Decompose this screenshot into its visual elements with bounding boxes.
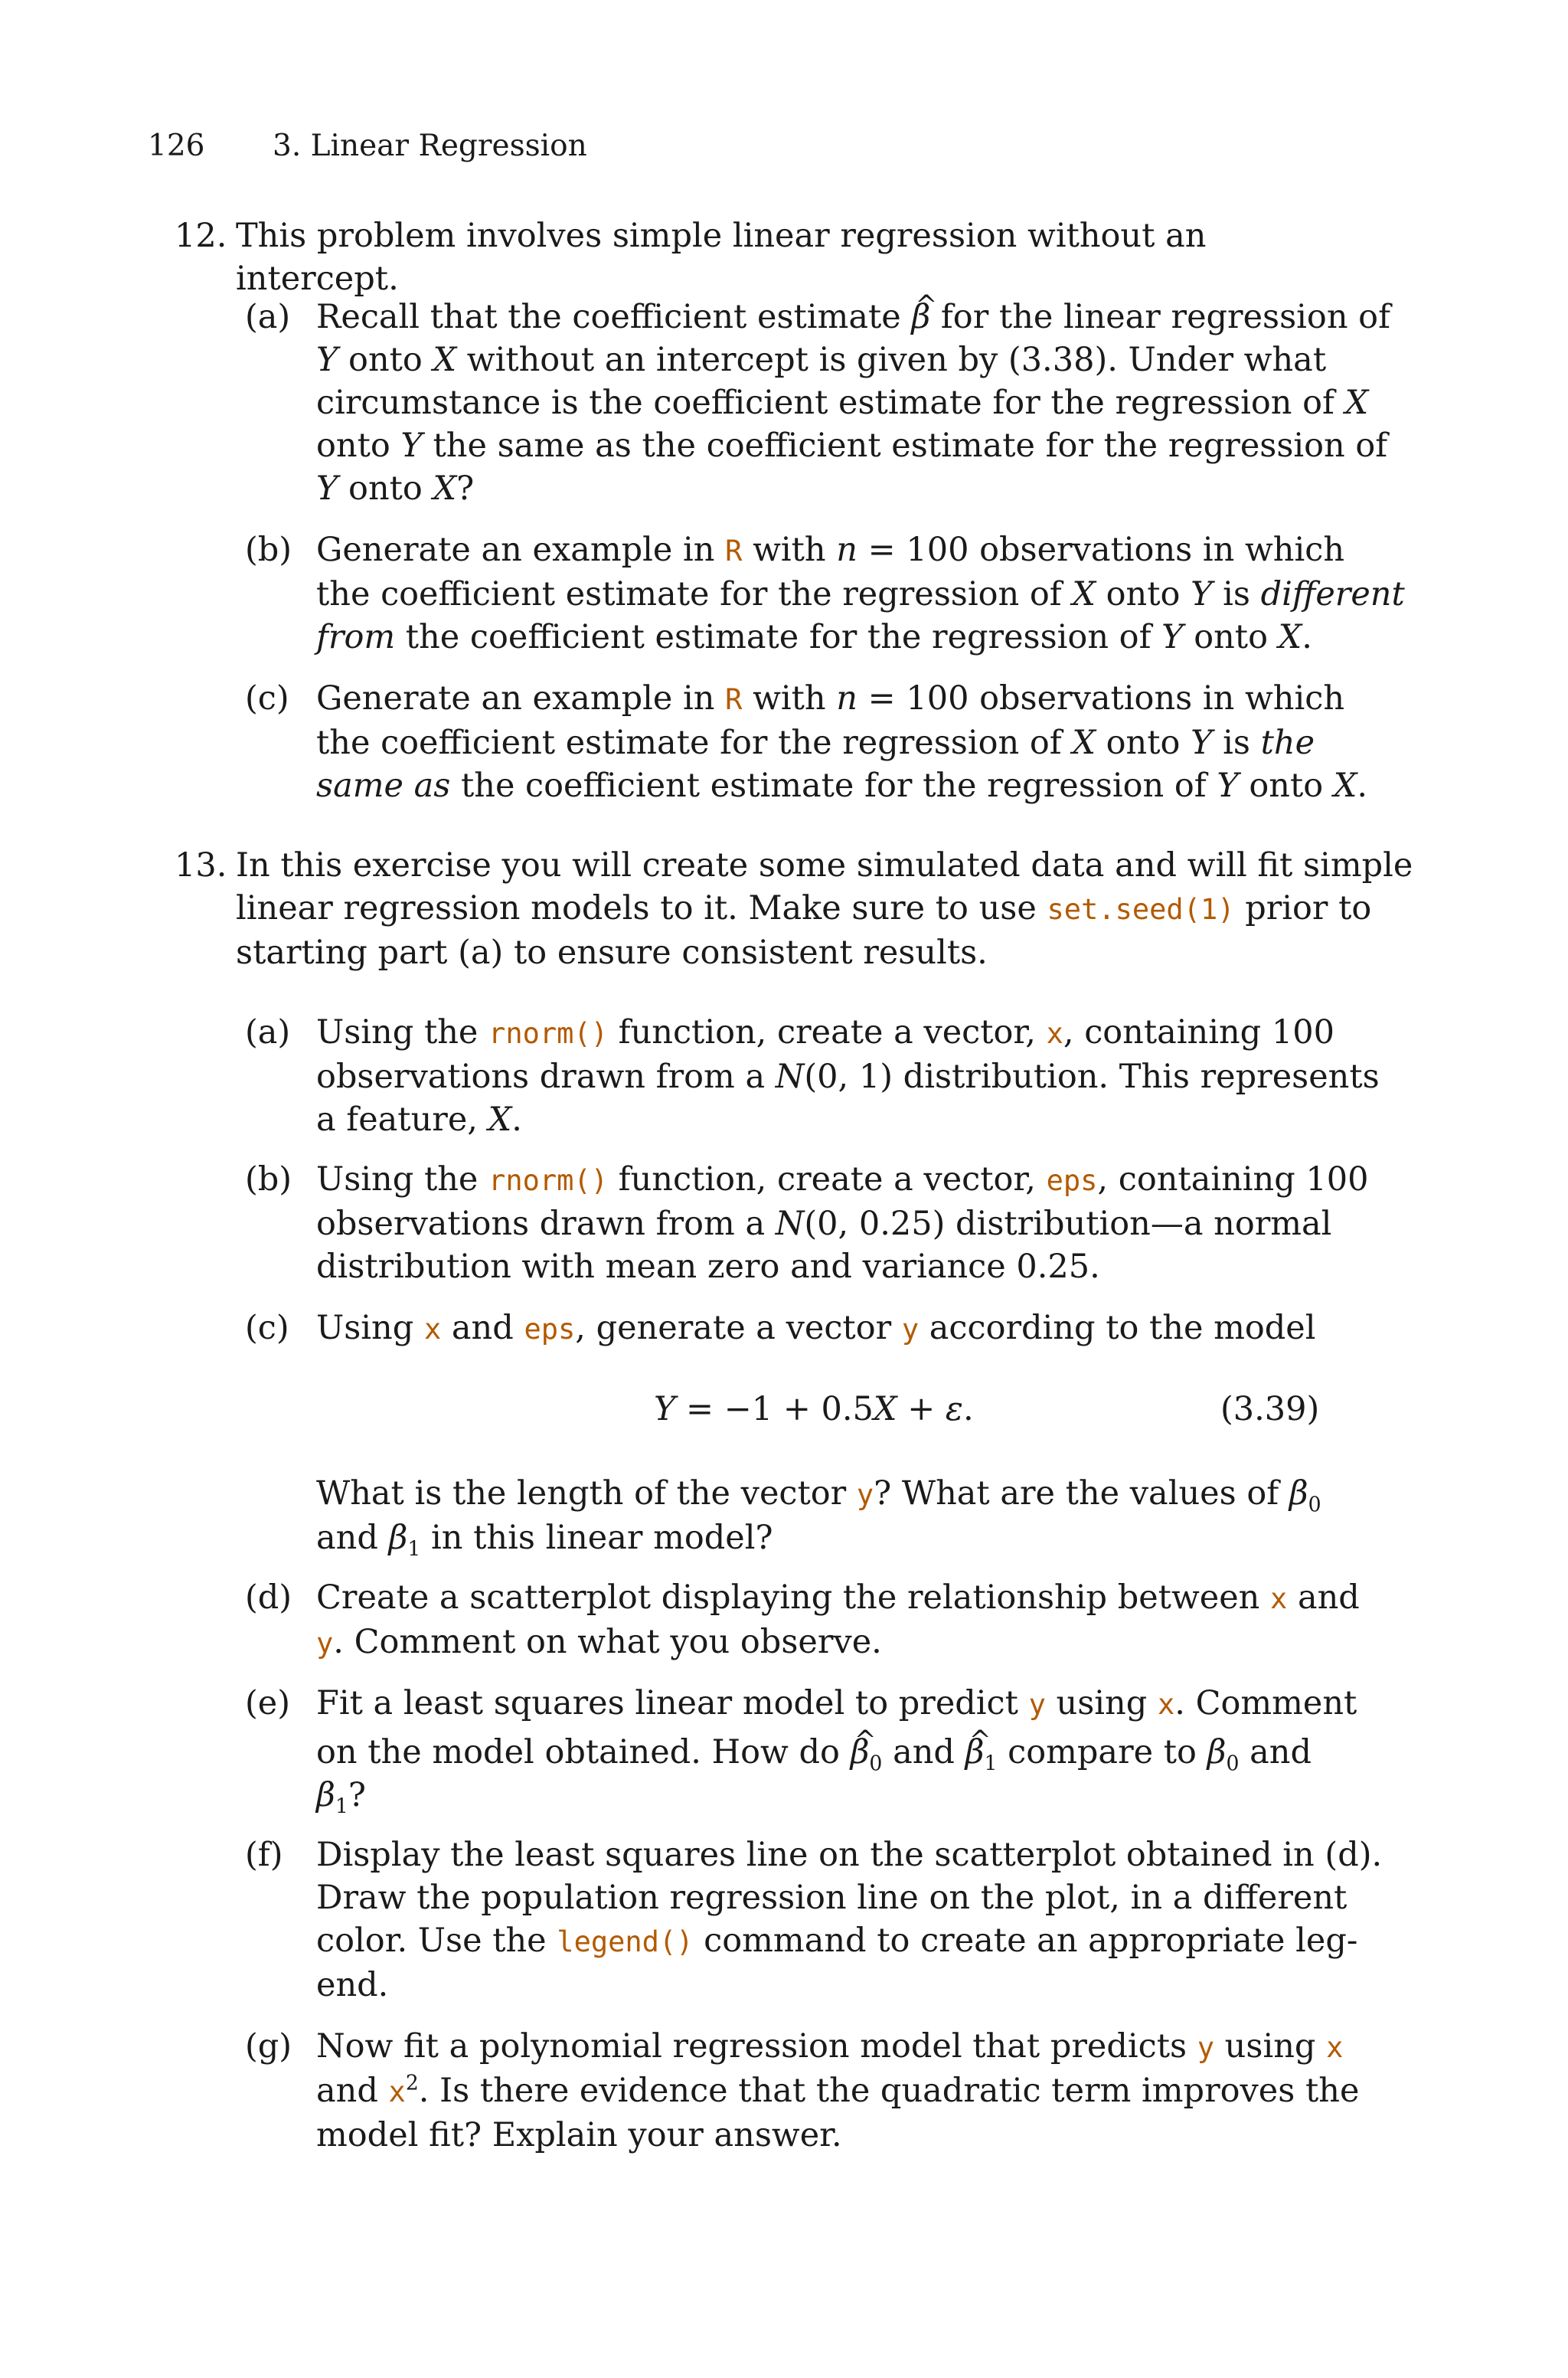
exercise-13a-text: Using the rnorm() function, create a vector, x, containing 100 observations drawn from a N(0, 1) distribution. This represents a feature, X. <box>316 1013 1380 1139</box>
exercise-12c-label: (c) <box>245 679 289 718</box>
exercise-12c-text: Generate an example in R with n = 100 observations in which the coefficient estimate for the regression of X onto Y is the same as the coefficient estimate for the regression of Y onto X. <box>316 679 1368 805</box>
exercise-12-intro: This problem involves simple linear regression without an intercept. <box>236 217 1207 298</box>
exercise-13b-text: Using the rnorm() function, create a vector, eps, containing 100 observations drawn from a N(0, 0.25) distribution—a normal distribution with mean zero and variance 0.25. <box>316 1160 1369 1286</box>
exercise-13-number: 13. <box>175 846 227 885</box>
exercise-12b-label: (b) <box>245 531 292 569</box>
exercise-13e-label: (e) <box>245 1684 290 1722</box>
exercise-13c-text: Using x and eps, generate a vector y according to the model <box>316 1309 1316 1347</box>
exercise-13f-label: (f) <box>245 1836 283 1874</box>
page-header <box>148 129 587 164</box>
exercise-12b-text: Generate an example in R with n = 100 observations in which the coefficient estimate for the regression of X onto Y is different from the coefficient estimate for the regression of Y onto X. <box>316 531 1405 656</box>
exercise-13d-text: Create a scatterplot displaying the relationship between x and y. Comment on what you observe. <box>316 1578 1360 1661</box>
exercise-13a-label: (a) <box>245 1013 291 1052</box>
running-title: 3. Linear Regression <box>273 129 587 163</box>
exercise-12-number: 12. <box>175 217 227 255</box>
exercise-13g-label: (g) <box>245 2027 292 2066</box>
exercise-13b-label: (b) <box>245 1160 292 1199</box>
equation-number: (3.39) <box>1220 1390 1320 1428</box>
exercise-13c-question: What is the length of the vector y? What are the values of $\beta_0$ and $\beta_1$ in this linear model? <box>316 1474 1321 1562</box>
exercise-13g-text: Now fit a polynomial regression model that predicts y using x and $x^2$. Is there evidence that the quadratic term improves the model fit? Explain your answer. <box>316 2027 1360 2154</box>
equation-3-39: Y = −1 + 0.5X + ε. <box>654 1390 974 1428</box>
exercise-13-intro: In this exercise you will create some simulated data and will fit simple linear regression models to it. Make sure to use set.seed(1) prior to starting part (a) to ensure consistent results. <box>236 846 1413 972</box>
exercise-13c-label: (c) <box>245 1309 289 1347</box>
page-number: 126 <box>148 129 205 163</box>
exercise-13f-text: Display the least squares line on the scatterplot obtained in (d). Draw the population regression line on the plot, in a different color. Use the legend() command to create an appropriate leg- end. <box>316 1836 1383 2004</box>
exercise-13d-label: (d) <box>245 1578 292 1617</box>
exercise-12a-label: (a) <box>245 298 291 336</box>
exercise-12a-text: Recall that the coefficient estimate ^ β for the linear regression of Y onto X without an intercept is given by (3.38). Under what circumstance is the coefficient estimate for the regression of X onto Y the same as the coefficient estimate for the regression of Y onto X? <box>316 296 1312 510</box>
exercise-13e-text: Fit a least squares linear model to predict y using x. Comment on the model obtained. How do ^ $\beta_0$ and ^ $\beta_1$ compare to $\beta_0$ and $\beta_1$? <box>316 1682 1312 1817</box>
